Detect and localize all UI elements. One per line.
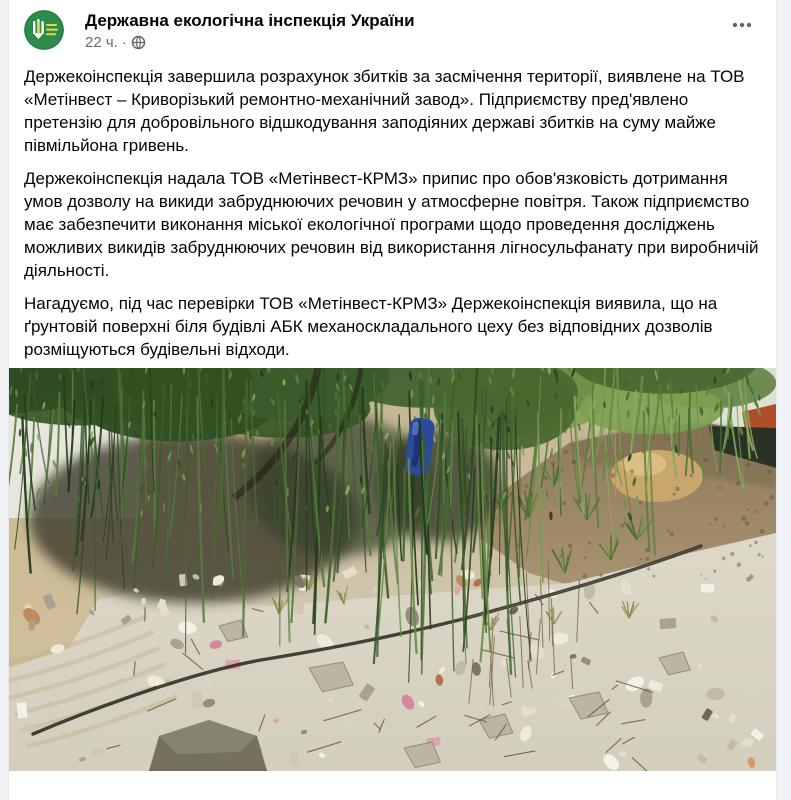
- post-text: [9, 52, 776, 361]
- post-paragraph: Нагадуємо, під час перевірки ТОВ «Метінвест-КРМЗ» Держекоінспекція виявила, що на ґрунтовій поверхні біля будівлі АБК механоскладального цеху без відповідних дозволів розміщуються будівельні відходи.: [24, 292, 760, 361]
- ukraine-trident-emblem: [24, 10, 64, 50]
- ellipsis-icon: [731, 14, 753, 36]
- post-paragraph: Держекоінспекція надала ТОВ «Метінвест-КРМЗ» припис про обов'язковість дотримання умов дозволу на викиди забруднюючих речовин у атмосферне повітря. Також підприємство має забезпечити виконання міської екологічної програми щодо проведення досліджень можливих викидів забруднюючих речовин від використання лігносульфанату при виробничій діяльності.: [24, 167, 760, 282]
- post-meta-row[interactable]: [85, 33, 415, 52]
- facebook-post-card: [9, 0, 776, 800]
- post-paragraph: Держекоінспекція завершила розрахунок збитків за засмічення території, виявлене на ТОВ «Метінвест – Криворізький ремонтно-механічний завод». Підприємству пред'явлено претензію для добровільного відшкодування заподіяних державі збитків на суму майже півмільйона гривень.: [24, 65, 760, 157]
- post-photo[interactable]: [9, 368, 776, 771]
- page-avatar[interactable]: [24, 10, 64, 50]
- meta-separator: ·: [122, 33, 127, 52]
- post-timestamp[interactable]: 22 ч.: [85, 33, 118, 52]
- post-header: [9, 0, 776, 52]
- page-name-link[interactable]: Державна екологічна інспекція України: [85, 10, 415, 32]
- globe-icon: [131, 35, 146, 50]
- post-header-meta: [85, 10, 415, 52]
- more-options-button[interactable]: [724, 7, 760, 43]
